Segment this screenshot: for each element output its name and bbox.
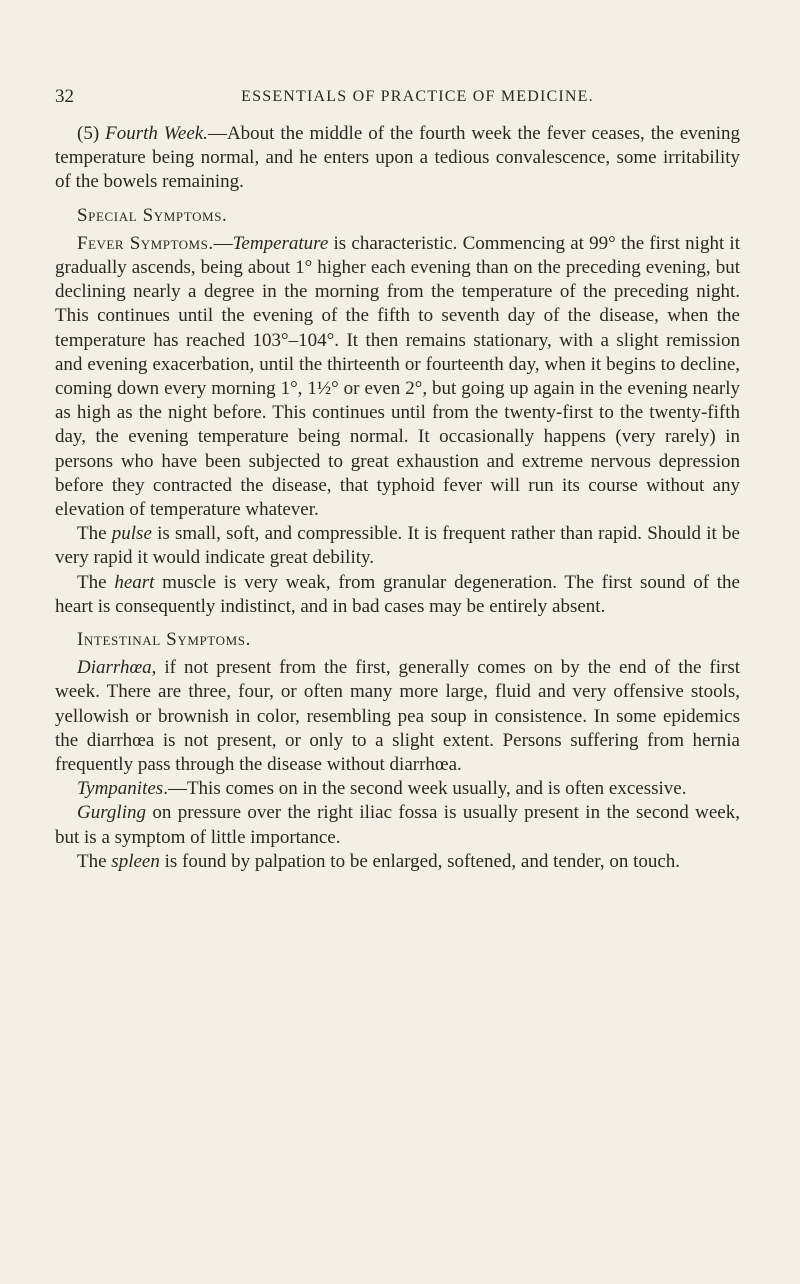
paragraph-tympanites	[55, 777, 740, 801]
gurgling-term: Gurgling	[77, 802, 146, 824]
heart-term: heart	[114, 571, 155, 593]
running-head: ESSENTIALS OF PRACTICE OF MEDICINE.	[241, 88, 594, 105]
tympanites-term: Tympanites	[77, 778, 164, 800]
fever-text: is characteristic. Commencing at 99° the first night it gradually ascends, being about 1° higher each evening than on the preceding evening, but declining nearly a degree in the morning from the temperature of the preceding night. This continues until the evening of the fifth to seventh day of the disease, when the temperature has reached 103°–104°. It then remains stationary, with a slight remission and evening exacerbation, until the thirteenth or fourteenth day, when it begins to decline, coming down every morning 1°, 1½° or even 2°, but going up again in the evening nearly as high as the night before. This continues until from the twenty-first to the twenty-fifth day, the evening temperature being normal. It occasionally happens (very rarely) in persons who have been subjected to great exhaustion and extreme nervous depression before they contracted the disease, that typhoid fever will run its course without any elevation of temperature whatever.	[55, 232, 740, 521]
paragraph-diarrhoea	[55, 656, 740, 777]
spleen-prefix: The	[77, 850, 112, 872]
paragraph-heart	[55, 571, 740, 619]
gurgling-text: on pressure over the right iliac fossa is usually present in the second week, but is a symptom of little importance.	[55, 802, 740, 848]
fourth-week-text: —About the middle of the fourth week the fever ceases, the evening temperature being normal, and he enters upon a tedious convalescence, some irritability of the bowels remaining.	[55, 123, 741, 193]
fever-symptoms-heading: Fever Symptoms.	[77, 232, 214, 254]
pulse-term: pulse	[111, 523, 152, 545]
page-number: 32	[55, 86, 74, 107]
intestinal-symptoms-heading: Intestinal Symptoms.	[77, 629, 251, 651]
spleen-text: is found by palpation to be enlarged, softened, and tender, on touch.	[159, 850, 681, 872]
paragraph-gurgling	[55, 801, 740, 849]
pulse-text: is small, soft, and compressible. It is frequent rather than rapid. Should it be very rapid it would indicate great debility.	[55, 523, 740, 569]
special-symptoms-heading: Special Symptoms.	[77, 204, 228, 226]
temperature-term: Temperature	[232, 232, 329, 254]
tympanites-text: .—This comes on in the second week usually, and is often excessive.	[163, 778, 687, 800]
heart-text: muscle is very weak, from granular degeneration. The first sound of the heart is consequently indistinct, and in bad cases may be entirely absent.	[55, 571, 740, 617]
fourth-week-title: Fourth Week.	[105, 123, 208, 144]
fever-dash: —	[213, 232, 233, 254]
item-label: (5)	[77, 123, 106, 144]
page-header	[55, 86, 740, 112]
paragraph-spleen	[55, 850, 740, 874]
diarrhoea-term: Diarrhœa	[77, 657, 152, 679]
paragraph-fever-symptoms	[55, 232, 740, 522]
paragraph-pulse	[55, 522, 740, 570]
paragraph-fourth-week	[55, 122, 740, 195]
spleen-term: spleen	[111, 850, 160, 872]
heart-prefix: The	[77, 571, 115, 593]
pulse-prefix: The	[77, 523, 112, 545]
diarrhoea-text: , if not present from the first, generally comes on by the end of the first week. There are three, four, or often many more large, fluid and very offensive stools, yellowish or brownish in color, resembling pea soup in consistence. In some epidemics the diarrhœa is not present, or only to a slight extent. Persons suffering from hernia frequently pass through the disease without diarrhœa.	[55, 657, 740, 776]
